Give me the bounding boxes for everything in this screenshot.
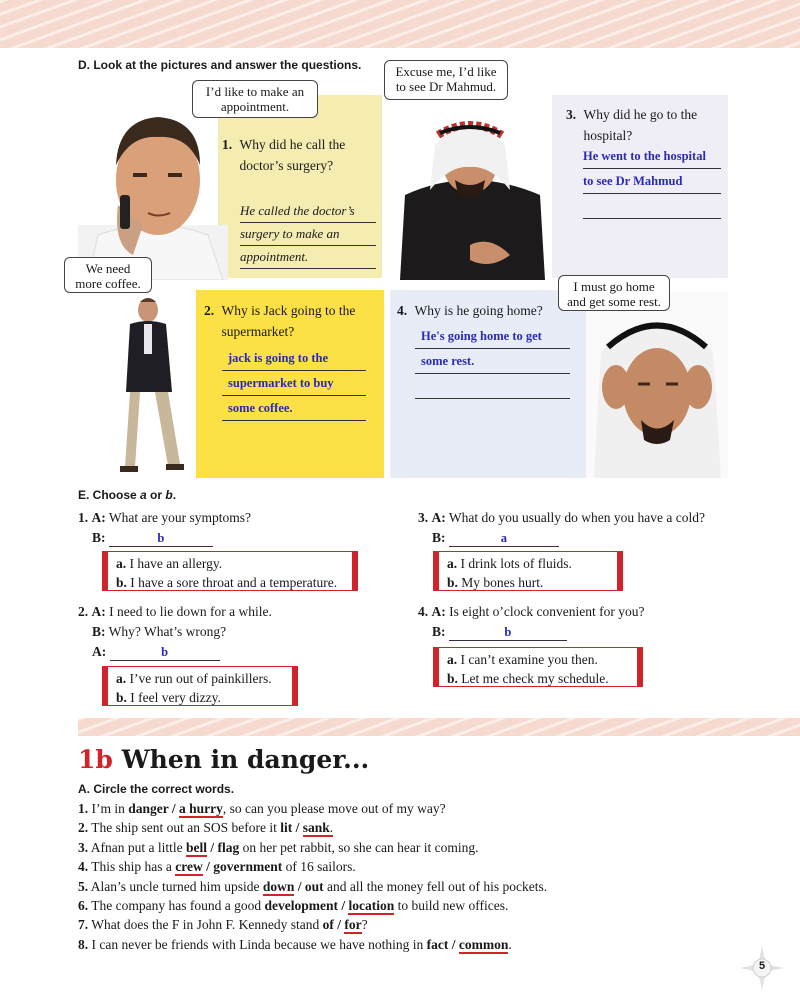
e4-options-box (433, 647, 643, 687)
a-item-5-pre: Alan’s uncle turned him upside (88, 878, 263, 894)
q3-answer-line-2: to see Dr Mahmud (583, 169, 721, 194)
section-e-heading-b: b (165, 488, 173, 502)
e2-a-text: I need to lie down for a while. (109, 604, 272, 619)
e3-option-a-label: a. (447, 556, 458, 571)
e2-option-a-label: a. (116, 671, 127, 686)
a-item-6 (78, 896, 778, 915)
e1-a-text: What are your symptoms? (108, 510, 251, 525)
e1-option-b-label: b. (116, 575, 127, 590)
e2-option-a-text: I’ve run out of painkillers. (129, 671, 272, 686)
e4-option-b-label: b. (447, 671, 458, 686)
q2-text: Why is Jack going to the supermarket? (221, 303, 356, 339)
a-item-8-option-1[interactable]: fact (426, 936, 449, 952)
home-speech-bubble: I must go home and get some rest. (558, 275, 670, 311)
e1-option-b-text: I have a sore throat and a temperature. (130, 575, 338, 590)
a-item-1-option-2-circled[interactable]: a hurry (179, 801, 223, 816)
a-item-4-sep: / (202, 859, 214, 875)
q4-answer (415, 324, 570, 399)
e3-option-a[interactable] (447, 554, 609, 573)
section-e-heading-mid: or (146, 488, 166, 502)
a-item-1-number: 1. (78, 801, 89, 816)
section-a-heading: A. Circle the correct words. (78, 782, 235, 796)
section-a-list (78, 799, 778, 954)
q1-answer (240, 200, 376, 269)
a-item-6-option-2-circled[interactable]: location (348, 898, 395, 914)
e3-option-b-text: My bones hurt. (461, 575, 544, 590)
e3-option-b[interactable] (447, 573, 609, 592)
a-item-4-option-2[interactable]: government (213, 859, 283, 875)
a-item-2-post: . (329, 820, 334, 836)
q1-answer-line-1: He called the doctor’s (240, 200, 376, 223)
e3-option-b-label: b. (447, 575, 458, 590)
e1-b-label: B: (92, 530, 106, 545)
a-item-1-option-1[interactable]: danger (128, 801, 169, 816)
e2-a-label: A: (91, 604, 106, 619)
section-e-heading-post: . (172, 488, 177, 502)
a-item-6-pre: The company has found a good (88, 898, 265, 914)
q4-text: Why is he going home? (414, 303, 543, 318)
coffee-speech-bubble: We need more coffee. (64, 257, 152, 293)
a-item-7-post: ? (361, 917, 368, 933)
a-item-1-post: , so can you please move out of my way? (222, 801, 446, 816)
e4-answer-blank[interactable]: b (449, 625, 567, 641)
a-item-6-number: 6. (78, 898, 89, 914)
e3-a-text: What do you usually do when you have a cold? (448, 510, 705, 525)
q2-number: 2. (204, 303, 215, 318)
q1-answer-line-3: appointment. (240, 246, 376, 269)
e1-option-a-label: a. (116, 556, 127, 571)
a-item-8 (78, 935, 778, 954)
lesson-title (78, 743, 369, 777)
q1-answer-line-2: surgery to make an (240, 223, 376, 246)
e4-number: 4. (418, 604, 429, 619)
e4-option-b-text: Let me check my schedule. (461, 671, 609, 686)
a-item-3-pre: Afnan put a little (88, 839, 186, 855)
a-item-4-post: of 16 sailors. (282, 859, 356, 875)
lesson-title-text: When in danger... (112, 745, 370, 774)
phone-man-picture (78, 95, 228, 280)
phone-speech-bubble: I’d like to make an appointment. (192, 80, 318, 118)
a-item-3-sep: / (207, 839, 218, 855)
a-item-5-sep: / (294, 878, 305, 894)
a-item-4-number: 4. (78, 859, 89, 875)
e2-number: 2. (78, 604, 89, 619)
e3-question (418, 507, 705, 528)
e2-answer-blank[interactable]: b (110, 645, 220, 661)
a-item-2 (78, 818, 778, 837)
e2-options-box (102, 666, 298, 706)
top-decorative-band (0, 0, 800, 48)
e1-option-b[interactable] (116, 573, 344, 592)
lesson-number: 1b (78, 745, 113, 774)
e4-option-a[interactable] (447, 650, 629, 669)
a-item-8-option-2-circled[interactable]: common (458, 936, 509, 952)
a-item-5-option-1-circled[interactable]: down (262, 878, 295, 894)
q1-text: Why did he call the doctor’s surgery? (239, 137, 346, 173)
e3-options-box (433, 551, 623, 591)
e3-a-label: A: (431, 510, 446, 525)
e4-b-row (432, 621, 567, 642)
e2-option-b-text: I feel very dizzy. (130, 690, 221, 705)
e4-option-a-text: I can’t examine you then. (460, 652, 598, 667)
a-item-7-option-1[interactable]: of (322, 917, 334, 933)
e3-b-label: B: (432, 530, 446, 545)
e1-b-row (92, 527, 213, 548)
a-item-2-option-2-circled[interactable]: sank (302, 820, 330, 836)
a-item-5 (78, 877, 778, 896)
sheikh-picture (390, 95, 550, 280)
q1-number: 1. (222, 137, 233, 152)
e1-answer-blank[interactable]: b (109, 531, 213, 547)
a-item-8-post: . (508, 936, 512, 952)
q2-question (204, 300, 380, 342)
a-item-8-number: 8. (78, 936, 89, 952)
a-item-6-option-1[interactable]: development (264, 898, 338, 914)
a-item-3 (78, 838, 778, 857)
a-item-7-sep: / (333, 917, 345, 933)
q1-question (222, 134, 377, 176)
e2-a2-label: A: (92, 644, 107, 659)
e2-option-b-label: b. (116, 690, 127, 705)
e3-number: 3. (418, 510, 429, 525)
e1-a-label: A: (91, 510, 106, 525)
walking-man-picture (100, 292, 200, 477)
q3-number: 3. (566, 107, 577, 122)
a-item-2-pre: The ship sent out an SOS before it (88, 820, 281, 836)
e2-option-b[interactable] (116, 688, 284, 707)
a-item-4 (78, 857, 778, 876)
a-item-2-sep: / (292, 820, 303, 836)
e2-question (78, 601, 272, 622)
e4-b-label: B: (432, 624, 446, 639)
a-item-3-option-1-circled[interactable]: bell (185, 839, 207, 855)
a-item-5-post: and all the money fell out of his pockets. (323, 878, 548, 894)
e3-option-a-text: I drink lots of fluids. (460, 556, 572, 571)
e4-option-b[interactable] (447, 669, 629, 688)
a-item-3-number: 3. (78, 839, 89, 855)
e1-options-box (102, 551, 358, 591)
q3-answer-line-3 (583, 194, 721, 219)
section-d-heading: D. Look at the pictures and answer the questions. (78, 58, 362, 72)
e2-b-text: Why? What’s wrong? (108, 624, 227, 639)
e4-a-label: A: (431, 604, 446, 619)
e2-a2-row (92, 641, 220, 662)
e1-option-a[interactable] (116, 554, 344, 573)
q3-question (566, 104, 726, 146)
q3-answer (583, 144, 721, 219)
e4-a-text: Is eight o’clock convenient for you? (449, 604, 645, 619)
q2-answer-line-2: supermarket to buy (222, 371, 366, 396)
section-e-heading-pre: E. Choose (78, 488, 141, 502)
e3-answer-blank[interactable]: a (449, 531, 559, 547)
a-item-8-pre: I can never be friends with Linda because we have nothing in (88, 936, 427, 952)
a-item-3-post: on her pet rabbit, so she can hear it coming. (239, 839, 479, 855)
q2-answer (222, 346, 366, 421)
e1-option-a-text: I have an allergy. (129, 556, 223, 571)
e4-option-a-label: a. (447, 652, 458, 667)
e1-question (78, 507, 251, 528)
q4-number: 4. (397, 303, 408, 318)
headache-man-picture (586, 292, 728, 478)
e2-b-row (92, 621, 226, 642)
e2-b-label: B: (92, 624, 106, 639)
section-e-heading-a: a (140, 488, 147, 502)
a-item-5-option-2[interactable]: out (304, 878, 324, 894)
q4-answer-line-2: some rest. (415, 349, 570, 374)
a-item-2-option-1[interactable]: lit (280, 820, 293, 836)
e1-number: 1. (78, 510, 89, 525)
e4-question (418, 601, 644, 622)
sheikh-speech-bubble: Excuse me, I’d like to see Dr Mahmud. (384, 60, 508, 100)
a-item-2-number: 2. (78, 820, 89, 836)
a-item-7-option-2-circled[interactable]: for (344, 917, 362, 933)
q3-answer-line-1: He went to the hospital (583, 144, 721, 169)
a-item-6-sep: / (337, 898, 349, 914)
a-item-3-option-2[interactable]: flag (217, 839, 240, 855)
a-item-7-pre: What does the F in John F. Kennedy stand (88, 917, 323, 933)
a-item-1-sep: / (168, 801, 180, 816)
q2-answer-line-1: jack is going to the (222, 346, 366, 371)
q4-answer-line-3 (415, 374, 570, 399)
lesson-divider-band (78, 718, 800, 736)
q2-answer-line-3: some coffee. (222, 396, 366, 421)
q3-text: Why did he go to the hospital? (583, 107, 698, 143)
q4-answer-line-1: He's going home to get (415, 324, 570, 349)
a-item-5-number: 5. (78, 878, 89, 894)
e3-b-row (432, 527, 559, 548)
a-item-4-pre: This ship has a (88, 859, 176, 875)
a-item-4-option-1-circled[interactable]: crew (175, 859, 203, 875)
section-e-heading (78, 488, 176, 502)
a-item-1-pre: I’m in (88, 801, 129, 816)
page-number: 5 (758, 960, 766, 972)
a-item-1 (78, 799, 778, 818)
e2-option-a[interactable] (116, 669, 284, 688)
a-item-7-number: 7. (78, 917, 89, 933)
a-item-6-post: to build new offices. (394, 898, 509, 914)
a-item-8-sep: / (448, 936, 459, 952)
a-item-7 (78, 915, 778, 934)
